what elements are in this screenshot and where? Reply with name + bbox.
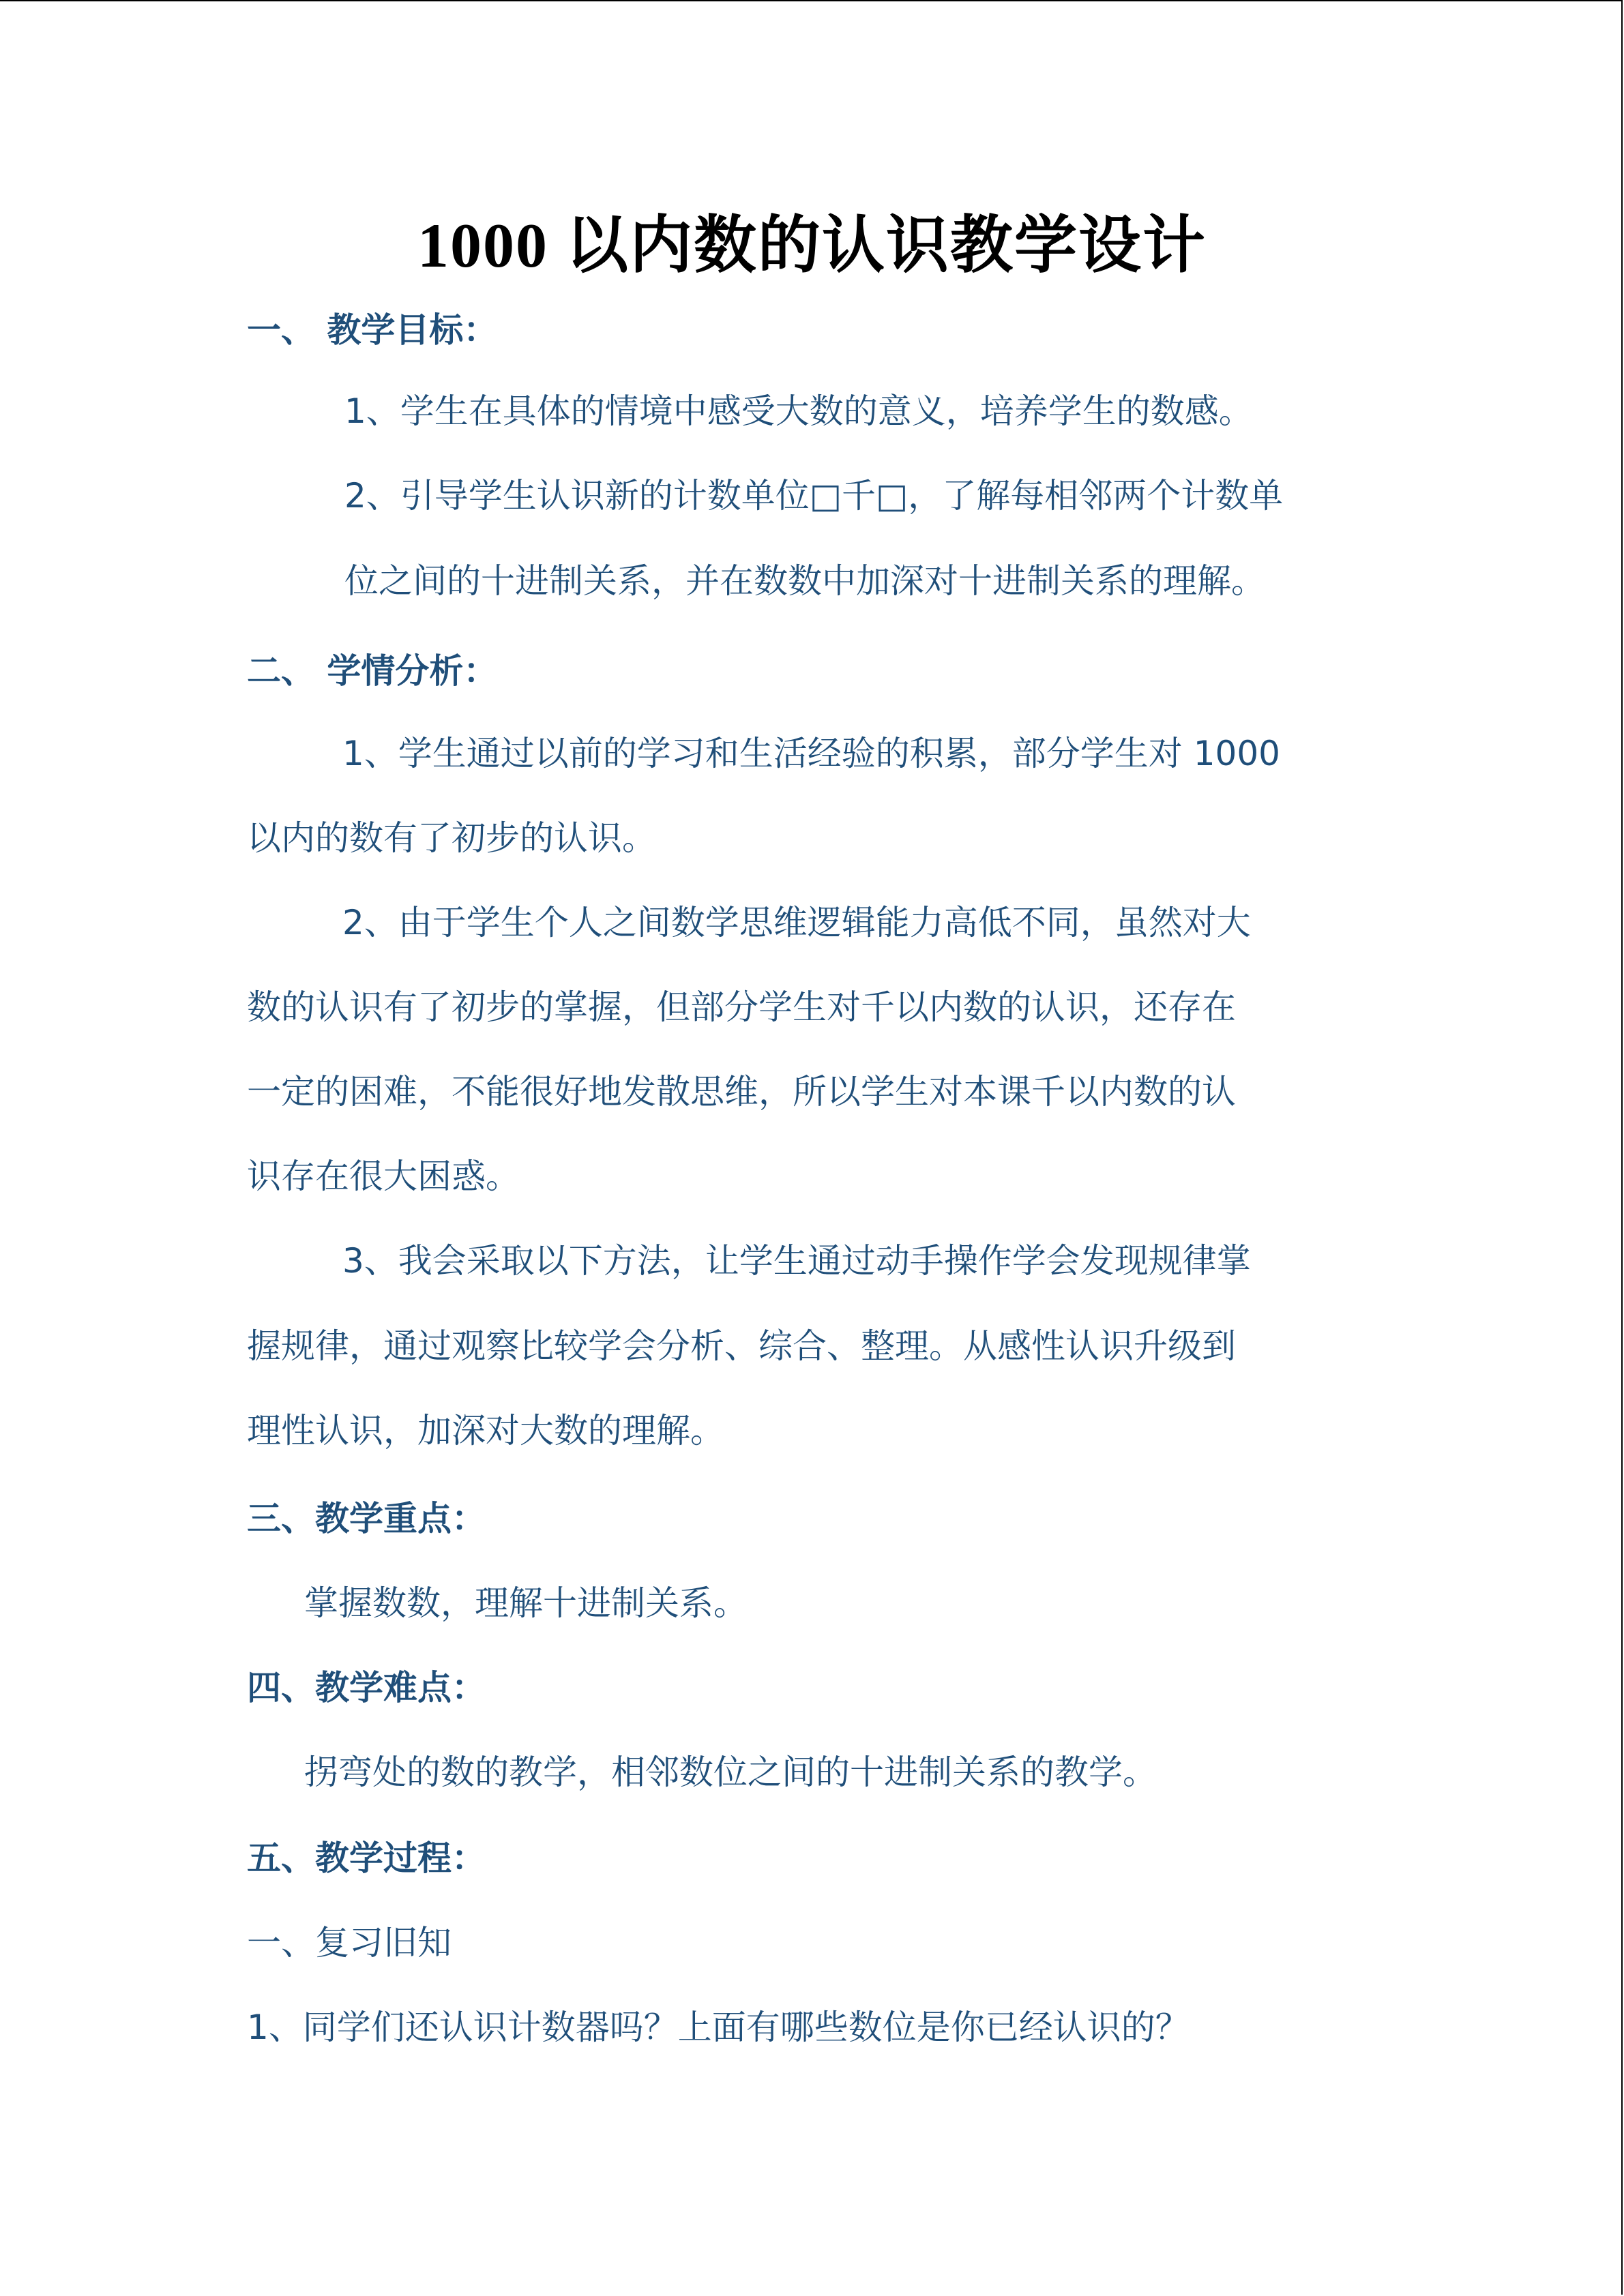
- paragraph-line: 位之间的十进制关系，并在数数中加深对十进制关系的理解。: [344, 561, 1265, 601]
- section-heading-difficulties: 四、教学难点：: [247, 1668, 486, 1708]
- section-heading-analysis: 二、 学情分析：: [247, 651, 498, 691]
- paragraph-line: 理性认识，加深对大数的理解。: [247, 1411, 724, 1450]
- paragraph-line: 3、我会采取以下方法，让学生通过动手操作学会发现规律掌: [342, 1241, 1251, 1281]
- document-title: 1000 以内数的认识教学设计: [417, 211, 1207, 280]
- section-heading-key-points: 三、教学重点：: [247, 1499, 486, 1538]
- section-heading-process: 五、教学过程：: [247, 1838, 486, 1878]
- paragraph-line: 1、同学们还认识计数器吗？上面有哪些数位是你已经认识的？: [247, 2008, 1190, 2047]
- paragraph-line: 以内的数有了初步的认识。: [247, 818, 656, 858]
- paragraph-line: 识存在很大困惑。: [247, 1157, 520, 1196]
- paragraph-line: 1、学生在具体的情境中感受大数的意义，培养学生的数感。: [344, 391, 1253, 431]
- paragraph-line: 掌握数数，理解十进制关系。: [304, 1583, 748, 1623]
- paragraph-line: 一定的困难，不能很好地发散思维，所以学生对本课千以内数的认: [247, 1072, 1236, 1112]
- paragraph-line: 握规律，通过观察比较学会分析、综合、整理。从感性认识升级到: [247, 1326, 1236, 1366]
- paragraph-line: 1、学生通过以前的学习和生活经验的积累，部分学生对 1000: [342, 734, 1280, 773]
- paragraph-line: 2、引导学生认识新的计数单位□千□，了解每相邻两个计数单: [344, 476, 1284, 516]
- paragraph-line: 拐弯处的数的教学，相邻数位之间的十进制关系的教学。: [304, 1753, 1157, 1792]
- section-heading-goals: 一、 教学目标：: [247, 310, 498, 350]
- paragraph-line: 数的认识有了初步的掌握，但部分学生对千以内数的认识，还存在: [247, 987, 1236, 1027]
- paragraph-line: 2、由于学生个人之间数学思维逻辑能力高低不同，虽然对大: [342, 903, 1251, 942]
- subsection-heading-review: 一、复习旧知: [247, 1923, 452, 1963]
